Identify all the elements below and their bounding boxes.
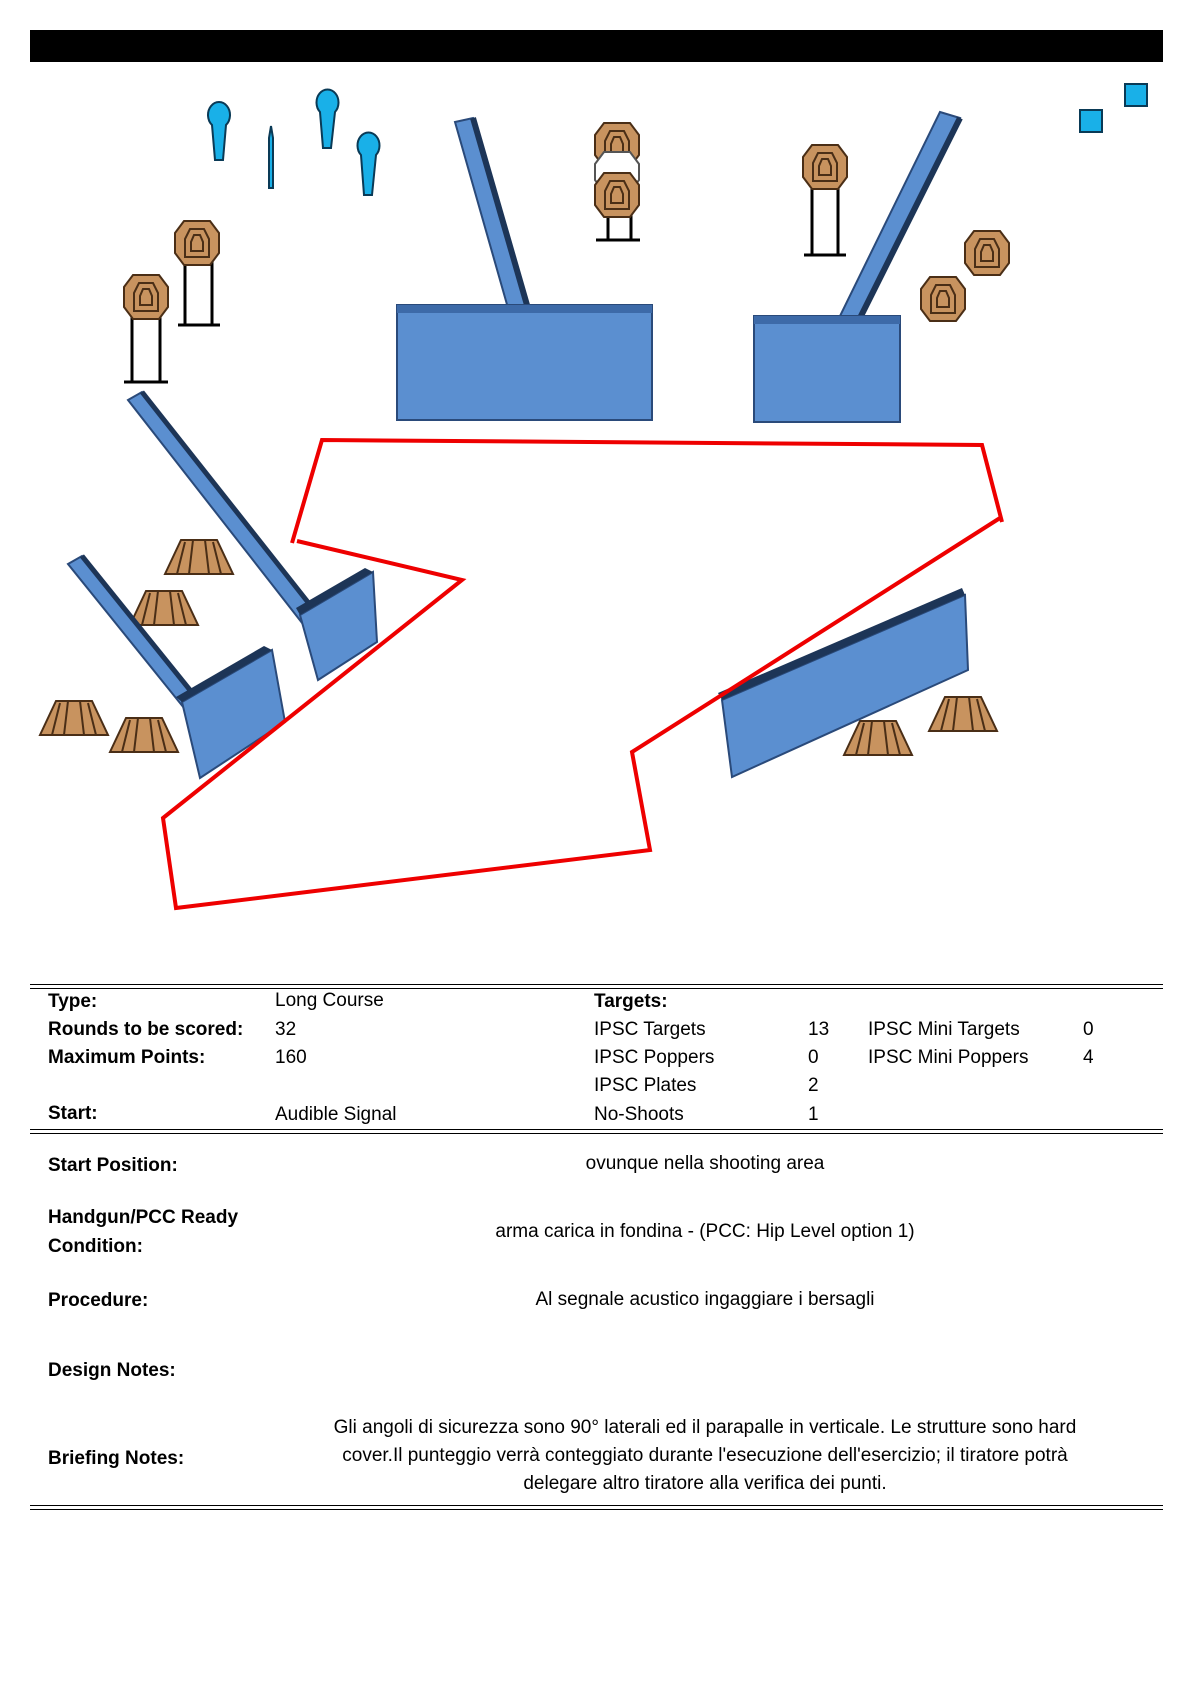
- ipsc-target-icon: [921, 277, 965, 321]
- type-value: Long Course: [275, 990, 384, 1011]
- mini-popper-icon: [208, 102, 230, 160]
- mini-target-count: 0: [1083, 1019, 1094, 1040]
- ready-condition-label: Handgun/PCC Ready: [48, 1207, 239, 1228]
- target-name: IPSC Poppers: [594, 1047, 715, 1068]
- stage-diagram: [0, 70, 1191, 960]
- start-label: Start:: [48, 1103, 98, 1124]
- mini-target-name: IPSC Mini Targets: [868, 1019, 1020, 1040]
- mini-popper-icon: [269, 126, 273, 188]
- start-value: Audible Signal: [275, 1104, 397, 1125]
- briefing-notes-line: delegare altro tiratore alla verifica dei punti.: [523, 1473, 887, 1494]
- rounds-label: Rounds to be scored:: [48, 1019, 244, 1040]
- max-points-label: Maximum Points:: [48, 1047, 206, 1068]
- ipsc-target-icon: [965, 231, 1009, 275]
- target-name: No-Shoots: [594, 1104, 684, 1125]
- ready-condition-value: arma carica in fondina - (PCC: Hip Level option 1): [495, 1221, 915, 1242]
- ready-condition-label: Condition:: [48, 1236, 143, 1257]
- procedure-label: Procedure:: [48, 1290, 149, 1311]
- mini-target-name: IPSC Mini Poppers: [868, 1047, 1029, 1068]
- procedure-value: Al segnale acustico ingaggiare i bersagli: [535, 1289, 875, 1310]
- ipsc-target-icon: [844, 721, 912, 755]
- target-count: 0: [808, 1047, 819, 1068]
- mini-popper-icon: [358, 132, 380, 195]
- max-points-value: 160: [275, 1047, 307, 1068]
- mini-target-count: 4: [1083, 1047, 1094, 1068]
- target-name: IPSC Targets: [594, 1019, 706, 1040]
- target-name: IPSC Plates: [594, 1075, 697, 1096]
- briefing-notes-label: Briefing Notes:: [48, 1448, 185, 1469]
- target-count: 2: [808, 1075, 819, 1096]
- briefing-notes-line: Gli angoli di sicurezza sono 90° laterali ed il parapalle in verticale. Le strutture sono hard: [333, 1417, 1077, 1438]
- mini-popper-icon: [317, 89, 339, 148]
- target-count: 1: [808, 1104, 819, 1125]
- wall-icon: [176, 646, 285, 778]
- start-position-value: ovunque nella shooting area: [585, 1153, 825, 1174]
- design-notes-label: Design Notes:: [48, 1360, 176, 1381]
- wall-icon: [455, 118, 527, 308]
- ipsc-target-icon: [595, 173, 639, 217]
- wall-icon: [397, 305, 652, 420]
- wall-icon: [296, 568, 377, 680]
- targets-label: Targets:: [594, 991, 668, 1012]
- ipsc-target-icon: [130, 591, 198, 625]
- wall-icon: [754, 316, 900, 422]
- target-count: 13: [808, 1019, 830, 1040]
- plate-icon: [1125, 84, 1147, 106]
- ipsc-target-icon: [165, 540, 233, 574]
- briefing-notes-line: cover.Il punteggio verrà conteggiato durante l'esecuzione dell'esercizio; il tiratore potrà: [342, 1445, 1068, 1466]
- start-position-label: Start Position:: [48, 1155, 178, 1176]
- ipsc-target-icon: [40, 701, 108, 735]
- ipsc-target-icon: [803, 145, 847, 189]
- rounds-value: 32: [275, 1019, 297, 1040]
- shooting-area-boundary: [292, 440, 1002, 543]
- title-bar: [30, 30, 1163, 62]
- type-label: Type:: [48, 991, 98, 1012]
- ipsc-target-icon: [110, 718, 178, 752]
- ipsc-target-icon: [175, 221, 219, 265]
- ipsc-target-icon: [124, 275, 168, 319]
- wall-icon: [68, 556, 198, 708]
- ipsc-target-icon: [929, 697, 997, 731]
- plate-icon: [1080, 110, 1102, 132]
